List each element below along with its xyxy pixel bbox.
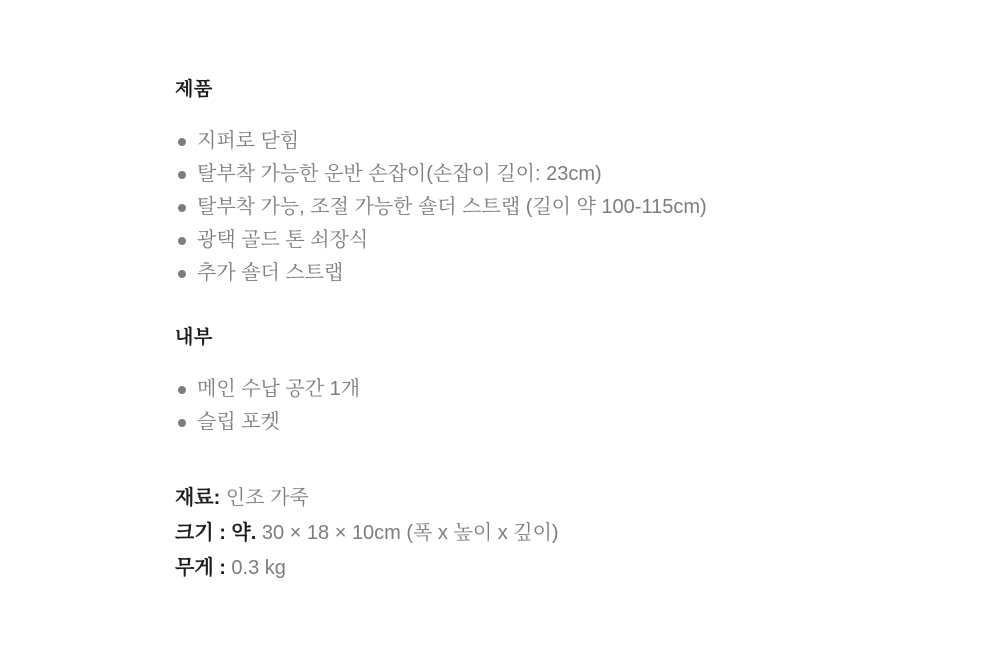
spec-material-value: 인조 가죽	[225, 487, 309, 509]
spec-block	[175, 481, 960, 586]
list-item	[175, 224, 960, 257]
bullet-icon	[178, 419, 186, 427]
spec-material	[175, 481, 960, 516]
bullet-icon	[178, 138, 186, 146]
bullet-icon	[178, 386, 186, 394]
list-item-text: 추가 숄더 스트랩	[197, 262, 344, 284]
bullet-icon	[178, 171, 186, 179]
list-item-text: 메인 수납 공간 1개	[197, 378, 361, 400]
section-interior	[175, 326, 960, 439]
list-item-text: 광택 골드 톤 쇠장식	[197, 229, 369, 251]
list-item-text: 슬립 포켓	[197, 411, 280, 433]
interior-feature-list	[175, 373, 960, 439]
product-feature-list	[175, 125, 960, 290]
list-item	[175, 257, 960, 290]
section-heading-product: 제품	[175, 79, 213, 100]
list-item	[175, 373, 960, 406]
list-item-text: 지퍼로 닫힘	[197, 130, 300, 152]
section-heading-interior: 내부	[175, 327, 213, 348]
list-item-text: 탈부착 가능한 운반 손잡이(손잡이 길이: 23cm)	[197, 163, 602, 185]
spec-weight-label: 무게 :	[175, 557, 226, 579]
bullet-icon	[178, 270, 186, 278]
bullet-icon	[178, 204, 186, 212]
spec-material-label: 재료:	[175, 487, 221, 509]
section-product	[175, 78, 960, 290]
list-item	[175, 406, 960, 439]
spec-size	[175, 516, 960, 551]
spec-weight	[175, 551, 960, 586]
list-item	[175, 158, 960, 191]
list-item	[175, 125, 960, 158]
list-item	[175, 191, 960, 224]
bullet-icon	[178, 237, 186, 245]
spec-weight-value: 0.3 kg	[231, 557, 286, 579]
spec-size-label: 크기 : 약.	[175, 522, 257, 544]
spec-size-value: 30 × 18 × 10cm (폭 x 높이 x 깊이)	[261, 522, 559, 544]
list-item-text: 탈부착 가능, 조절 가능한 숄더 스트랩 (길이 약 100-115cm)	[197, 196, 707, 218]
